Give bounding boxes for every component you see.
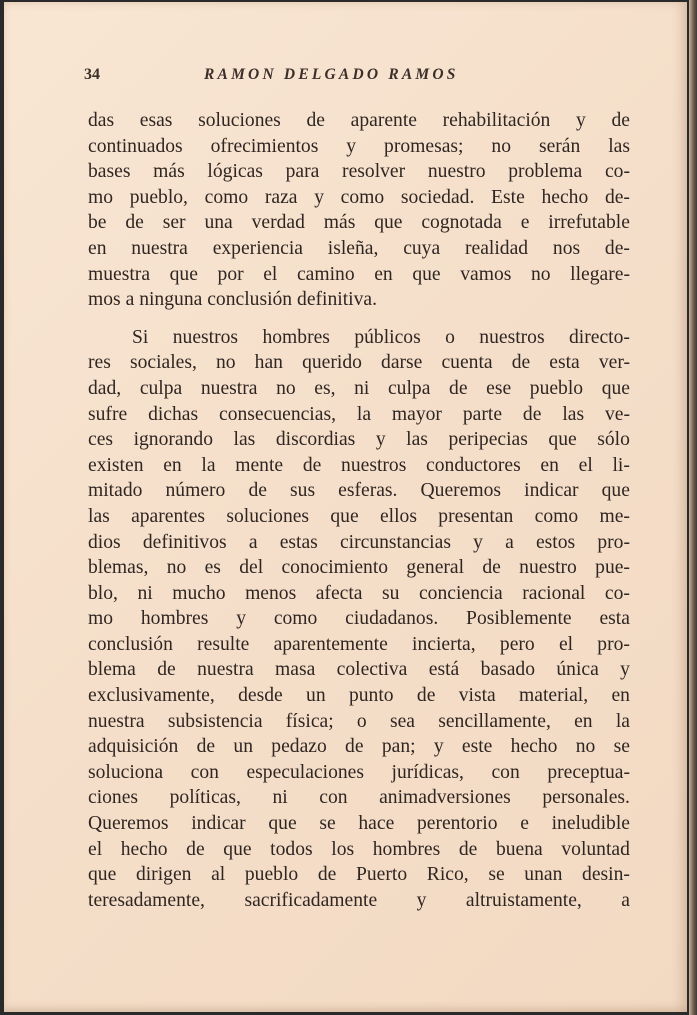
text-line: adquisición de un pedazo de pan; y este hecho no se bbox=[88, 736, 630, 758]
text-line: muestra que por el camino en que vamos no llegare- bbox=[88, 263, 630, 285]
text-line: el hecho de que todos los hombres de buena voluntad bbox=[88, 838, 630, 860]
text-line: teresadamente, sacrificadamente y altruistamente, a bbox=[88, 889, 630, 911]
text-line: las aparentes soluciones que ellos presentan como me- bbox=[88, 505, 630, 527]
text-line: mitado número de sus esferas. Queremos indicar que bbox=[88, 480, 630, 502]
text-line: continuados ofrecimientos y promesas; no serán las bbox=[88, 135, 630, 157]
text-line: mo pueblo, como raza y como sociedad. Este hecho de- bbox=[88, 186, 630, 208]
text-line: Si nuestros hombres públicos o nuestros directo- bbox=[132, 326, 630, 348]
page-header bbox=[84, 66, 640, 90]
text-line: existen en la mente de nuestros conductores en el li- bbox=[88, 454, 630, 476]
paragraph-gap bbox=[88, 313, 630, 325]
page-edge-shadow bbox=[689, 0, 697, 1015]
text-line: das esas soluciones de aparente rehabilitación y de bbox=[88, 110, 630, 131]
text-line: bases más lógicas para resolver nuestro problema co- bbox=[88, 161, 630, 183]
text-line: dios definitivos a estas circunstancias y a estos pro- bbox=[88, 531, 630, 553]
text-line: que dirigen al pueblo de Puerto Rico, se unan desin- bbox=[88, 864, 630, 886]
text-line: exclusivamente, desde un punto de vista material, en bbox=[88, 685, 630, 707]
paragraph-2 bbox=[88, 325, 630, 914]
text-line: sufre dichas consecuencias, la mayor parte de las ve- bbox=[88, 403, 630, 425]
paragraph-1 bbox=[88, 108, 630, 313]
text-line: conclusión resulte aparentemente incierta, pero el pro- bbox=[88, 633, 630, 655]
running-head: RAMON DELGADO RAMOS bbox=[204, 66, 459, 83]
text-line: res sociales, no han querido darse cuenta de esta ver- bbox=[88, 352, 630, 374]
text-line: mo hombres y como ciudadanos. Posiblemente esta bbox=[88, 608, 630, 630]
text-line: Queremos indicar que se hace perentorio e ineludible bbox=[88, 813, 630, 835]
text-line: en nuestra experiencia isleña, cuya realidad nos de- bbox=[88, 237, 630, 259]
text-line: dad, culpa nuestra no es, ni culpa de ese pueblo que bbox=[88, 377, 630, 399]
text-line: blo, ni mucho menos afecta su conciencia racional co- bbox=[88, 582, 630, 604]
text-line: blema de nuestra masa colectiva está basado única y bbox=[88, 659, 630, 681]
text-line: mos a ninguna conclusión definitiva. bbox=[88, 289, 377, 311]
body-text bbox=[88, 108, 630, 913]
text-line: be de ser una verdad más que cognotada e irrefutable bbox=[88, 212, 630, 234]
page-number: 34 bbox=[84, 66, 100, 83]
text-line: soluciona con especulaciones jurídicas, con preceptua- bbox=[88, 761, 630, 783]
text-line: ces ignorando las discordias y las peripecias que sólo bbox=[88, 429, 630, 451]
text-line: ciones políticas, ni con animadversiones personales. bbox=[88, 787, 630, 809]
text-line: blemas, no es del conocimiento general de nuestro pue- bbox=[88, 557, 630, 579]
text-line: nuestra subsistencia física; o sea sencillamente, en la bbox=[88, 710, 630, 732]
